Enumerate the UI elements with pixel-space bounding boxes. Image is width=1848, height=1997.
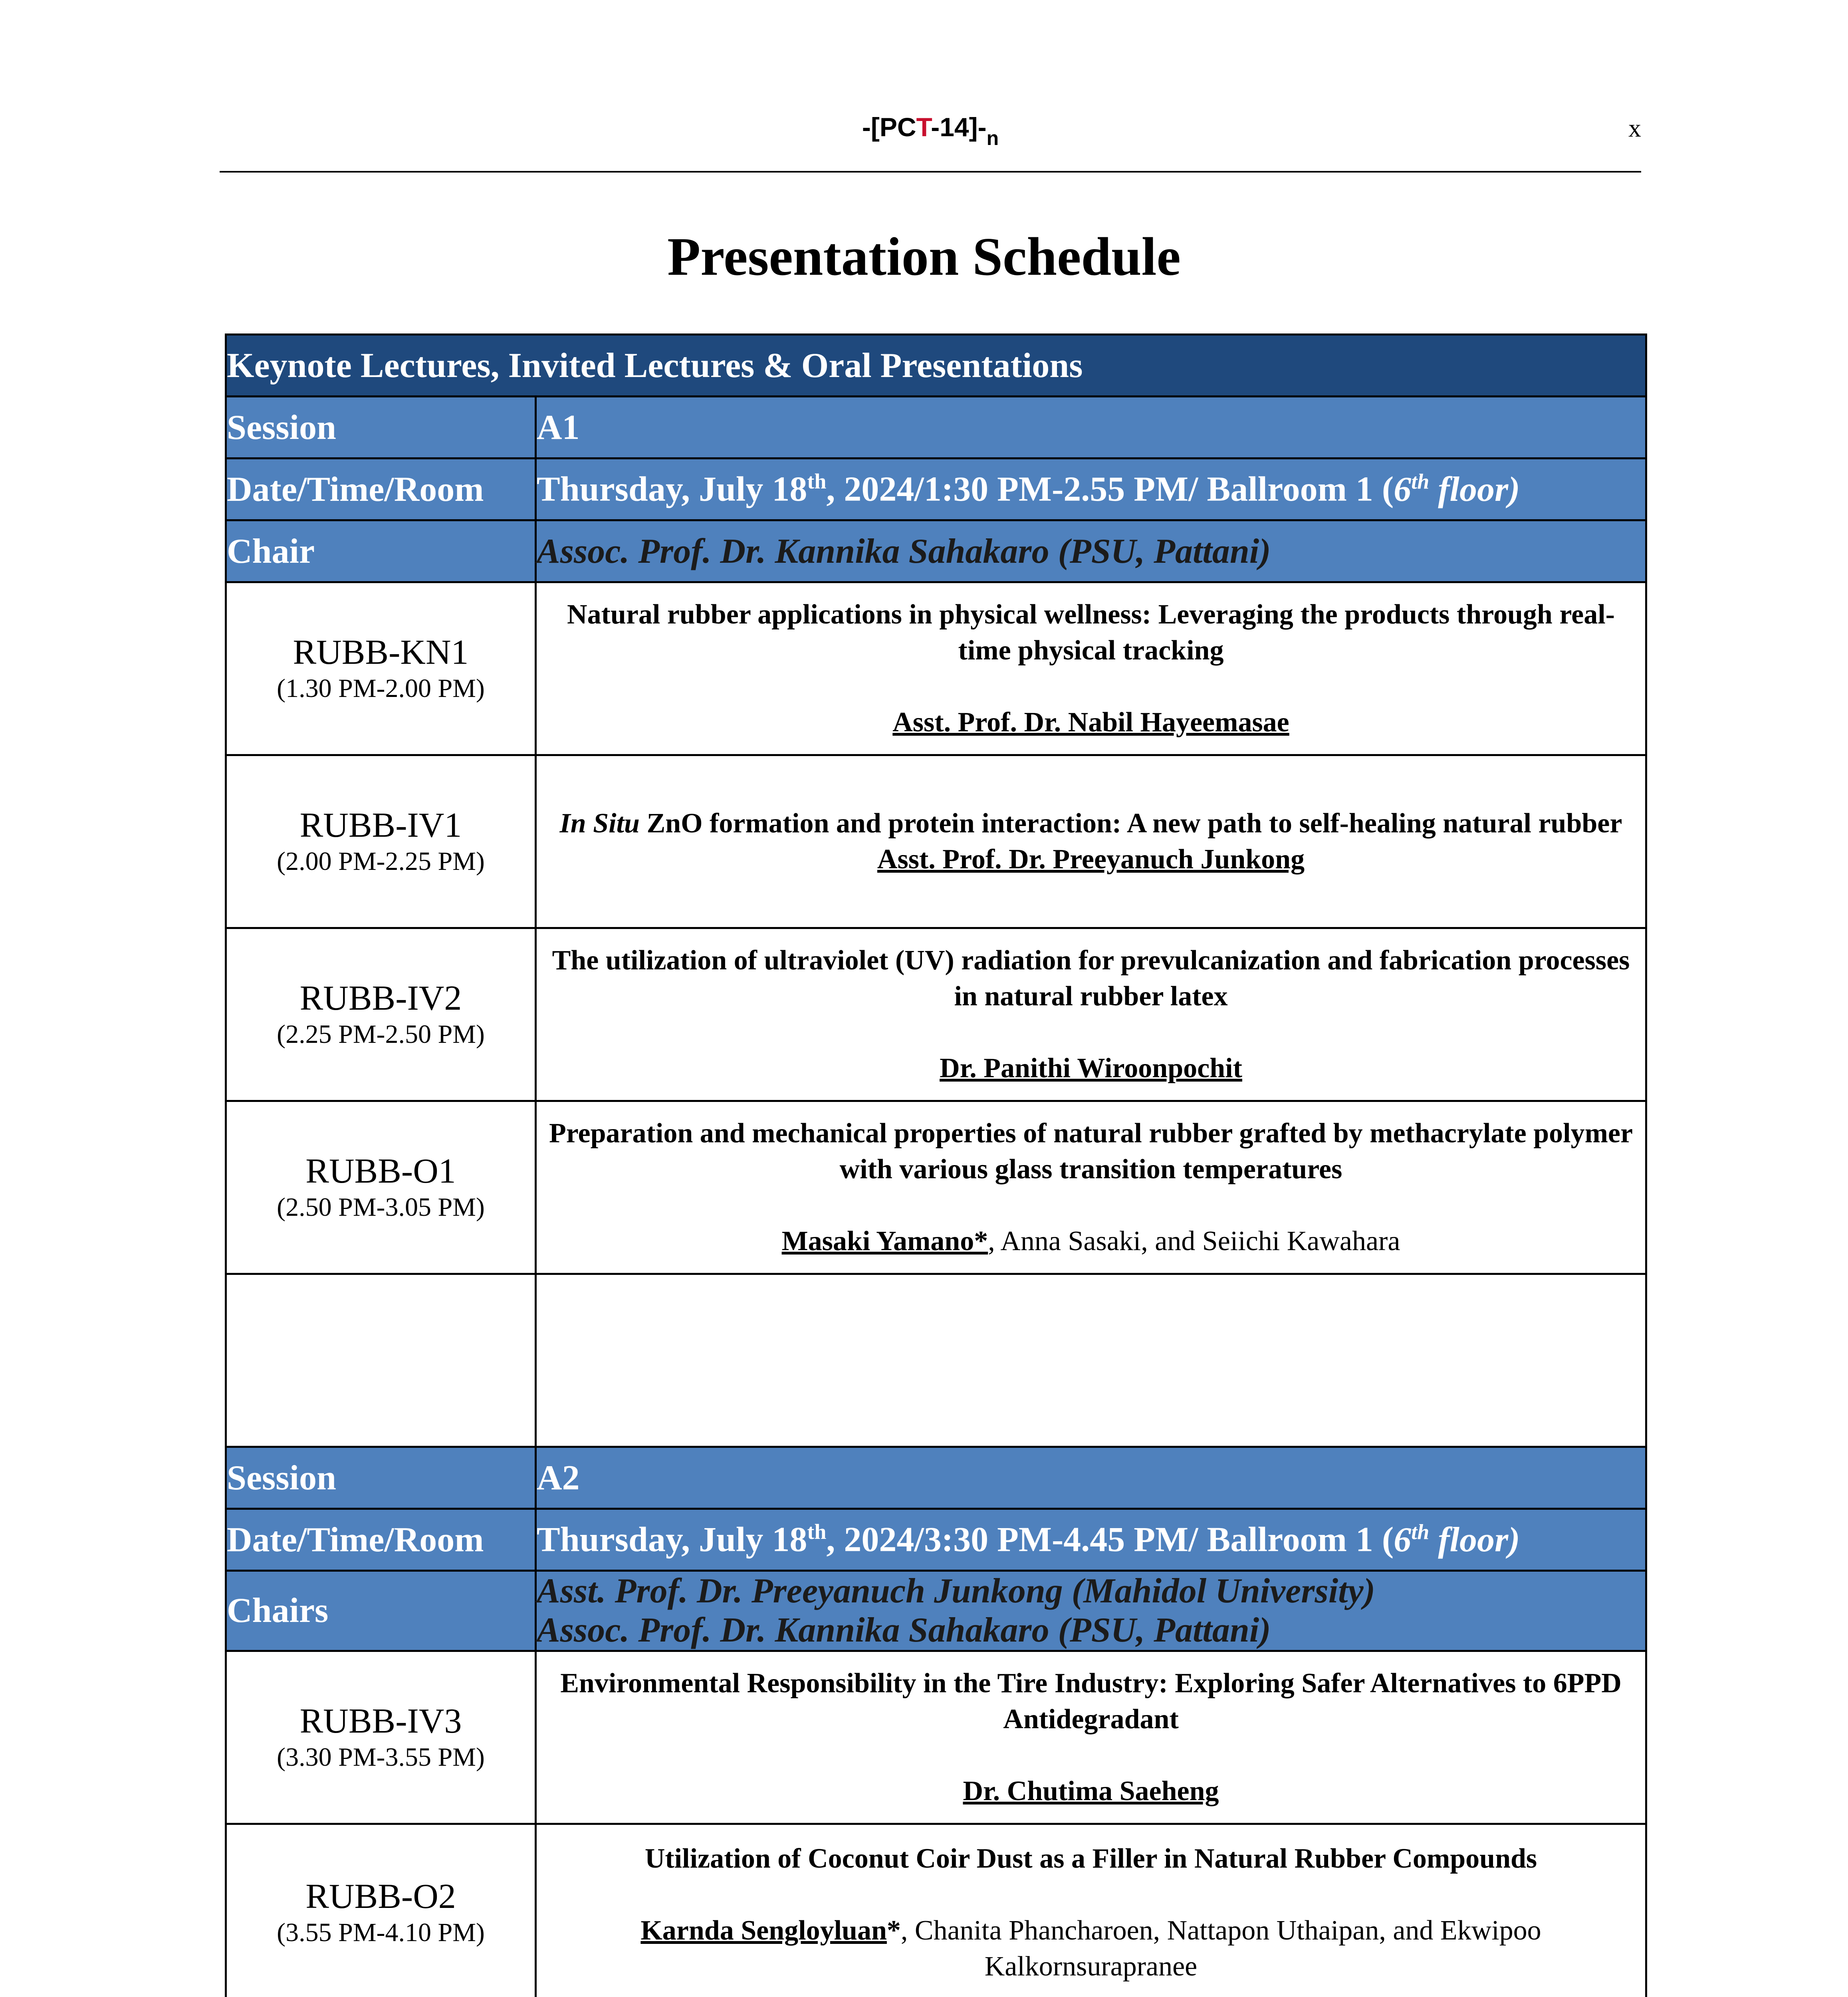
talk-code-cell: RUBB-IV3 (3.30 PM-3.55 PM) (226, 1651, 536, 1824)
co-authors: , Anna Sasaki, and Seiichi Kawahara (988, 1226, 1400, 1257)
chair-name: Assoc. Prof. Dr. Kannika Sahakaro (PSU, Pattani) (537, 1611, 1271, 1650)
chairs-label: Chairs (226, 1571, 536, 1651)
conference-logo: $-[PCT-14]-_n$ (862, 112, 999, 149)
talk-details: The utilization of ultraviolet (UV) radiation for prevulcanization and fabrication processes in natural rubber latex Dr. Panithi Wiroonpochit (536, 928, 1646, 1101)
chair-label: Chair (226, 520, 536, 582)
presenter: Karnda Sengloyluan (640, 1915, 887, 1946)
session-id: A2 (536, 1447, 1646, 1509)
banner-row (226, 335, 1646, 397)
co-authors: , Chanita Phancharoen, Nattapon Uthaipan, and Ekwipoo Kalkornsurapranee (900, 1915, 1541, 1982)
page-number: x (1628, 114, 1641, 142)
talk-row (226, 1101, 1646, 1274)
page-header (220, 108, 1641, 172)
talk-details: Natural rubber applications in physical wellness: Leveraging the products through real-time physical tracking Asst. Prof. Dr. Nabil Hayeemasae (536, 582, 1646, 755)
session-label: Session (226, 397, 536, 459)
presenter: Dr. Panithi Wiroonpochit (940, 1053, 1242, 1084)
date-label: Date/Time/Room (226, 459, 536, 520)
talk-code-cell: RUBB-IV2 (2.25 PM-2.50 PM) (226, 928, 536, 1101)
banner-title: Keynote Lectures, Invited Lectures & Oral Presentations (226, 335, 1646, 397)
presenter: Masaki Yamano* (781, 1226, 988, 1257)
talk-details: In Situ ZnO formation and protein interaction: A new path to self-healing natural rubber Asst. Prof. Dr. Preeyanuch Junkong (536, 755, 1646, 928)
date-row (226, 1509, 1646, 1571)
session-row (226, 397, 1646, 459)
header-divider (220, 171, 1641, 173)
session-row (226, 1447, 1646, 1509)
chair-names (536, 1571, 1646, 1651)
talk-details: Preparation and mechanical properties of natural rubber grafted by methacrylate polymer with various glass transition temperatures Masaki Yamano*, Anna Sasaki, and Seiichi Kawahara (536, 1101, 1646, 1274)
presenter: Asst. Prof. Dr. Nabil Hayeemasae (892, 707, 1289, 738)
chair-row (226, 520, 1646, 582)
presenter: Dr. Chutima Saeheng (963, 1776, 1219, 1806)
session-datetime: Thursday, July 18th, 2024/1:30 PM-2.55 PM/ Ballroom 1 (6th floor) (536, 459, 1646, 520)
schedule-table (225, 333, 1647, 1997)
talk-row (226, 1651, 1646, 1824)
chair-name: Assoc. Prof. Dr. Kannika Sahakaro (PSU, Pattani) (536, 520, 1646, 582)
blank-cell (226, 1274, 536, 1447)
chair-row (226, 1571, 1646, 1651)
talk-details: Environmental Responsibility in the Tire Industry: Exploring Safer Alternatives to 6PPD Antidegradant Dr. Chutima Saeheng (536, 1651, 1646, 1824)
presenter: Asst. Prof. Dr. Preeyanuch Junkong (877, 844, 1305, 875)
date-label: Date/Time/Room (226, 1509, 536, 1571)
date-row (226, 459, 1646, 520)
talk-row (226, 582, 1646, 755)
talk-row (226, 1824, 1646, 1997)
session-datetime: Thursday, July 18th, 2024/3:30 PM-4.45 PM/ Ballroom 1 (6th floor) (536, 1509, 1646, 1571)
talk-details: Utilization of Coconut Coir Dust as a Filler in Natural Rubber Compounds Karnda Sengloyluan*, Chanita Phancharoen, Nattapon Uthaipan, and Ekwipoo Kalkornsurapranee (536, 1824, 1646, 1997)
chair-name: Asst. Prof. Dr. Preeyanuch Junkong (Mahidol University) (537, 1572, 1375, 1610)
blank-row (226, 1274, 1646, 1447)
talk-row (226, 928, 1646, 1101)
page-title: Presentation Schedule (667, 227, 1181, 287)
session-id: A1 (536, 397, 1646, 459)
talk-code-cell: RUBB-IV1 (2.00 PM-2.25 PM) (226, 755, 536, 928)
blank-cell (536, 1274, 1646, 1447)
talk-code-cell: RUBB-O1 (2.50 PM-3.05 PM) (226, 1101, 536, 1274)
talk-row (226, 755, 1646, 928)
talk-code-cell: RUBB-O2 (3.55 PM-4.10 PM) (226, 1824, 536, 1997)
session-label: Session (226, 1447, 536, 1509)
talk-code-cell: RUBB-KN1 (1.30 PM-2.00 PM) (226, 582, 536, 755)
